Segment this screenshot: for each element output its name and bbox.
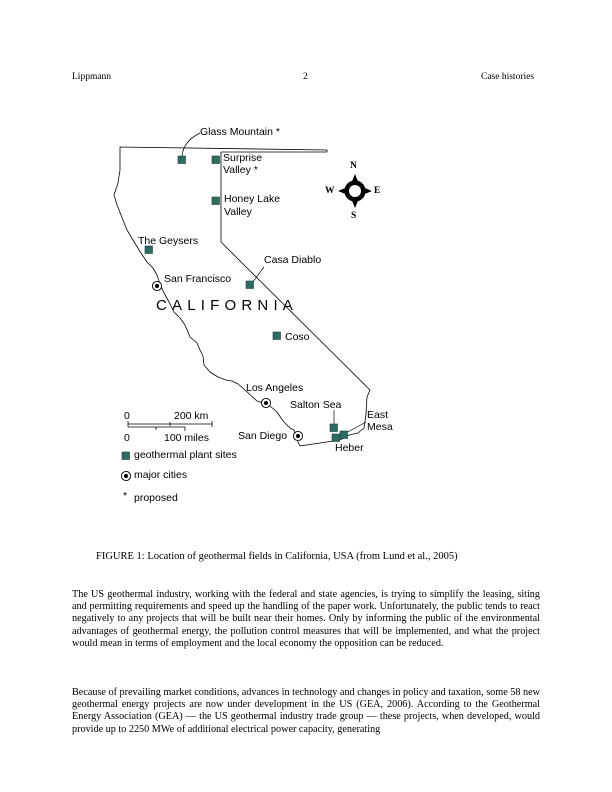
scale-km-label: 200 km xyxy=(174,410,209,422)
label-east-mesa-2: Mesa xyxy=(367,421,393,433)
plant-surprise-valley xyxy=(212,156,220,164)
scale-mi-zero: 0 xyxy=(124,432,130,444)
figure-caption: FIGURE 1: Location of geothermal fields in California, USA (from Lund et al., 2005) xyxy=(96,551,458,562)
legend-plants-label: geothermal plant sites xyxy=(134,449,237,461)
plant-honey-lake xyxy=(212,197,220,205)
scale-bar-miles xyxy=(128,427,185,431)
city-marker-san-francisco xyxy=(152,281,161,290)
leader-east-mesa xyxy=(346,422,366,433)
label-surprise-valley-2: Valley * xyxy=(223,164,258,176)
body-paragraph-2: Because of prevailing market conditions, advances in technology and changes in policy and taxation, some 58 new geothermal energy projects are now under development in the US (GEA, 2006). According to the Geothermal Energy Association (GEA) — the US geothermal industry trade group — these projects, when developed, would provide up to 2250 MWe of additional electrical power capacity, generating xyxy=(72,687,540,735)
label-los-angeles: Los Angeles xyxy=(246,382,304,394)
label-san-francisco: San Francisco xyxy=(164,273,232,285)
legend-cities-label: major cities xyxy=(134,469,188,481)
legend-city-marker xyxy=(121,471,130,480)
label-glass-mountain: Glass Mountain * xyxy=(200,126,280,138)
plant-heber xyxy=(332,434,340,442)
city-marker-los-angeles xyxy=(261,398,270,407)
plant-geysers xyxy=(145,246,153,254)
label-surprise-valley-1: Surprise xyxy=(223,152,263,164)
compass-e: E xyxy=(374,186,381,196)
body-paragraph-1: The US geothermal industry, working with the federal and state agencies, is trying to simplify the leasing, siting and permitting requirements and speed up the handling of the paper work. Unfortunately, the public tends to react negatively to any projects that will be built near their homes. Only by informing the public of the environmental advantages of geothermal energy, the pollution control measures that will be implemented, and what the project would mean in terms of employment and the local economy the opposition can be reduced. xyxy=(72,589,540,649)
label-heber: Heber xyxy=(335,442,364,454)
label-geysers: The Geysers xyxy=(138,235,199,247)
plant-east-mesa xyxy=(340,431,348,439)
header-author: Lippmann xyxy=(72,72,112,82)
plant-salton-sea xyxy=(330,424,338,432)
label-east-mesa-1: East xyxy=(367,409,389,421)
label-honey-lake-2: Valley xyxy=(224,206,252,218)
label-california: CALIFORNIA xyxy=(156,297,299,314)
compass-w: W xyxy=(325,186,335,196)
scale-mi-label: 100 miles xyxy=(164,432,209,444)
compass-rose-icon xyxy=(338,174,372,208)
label-honey-lake-1: Honey Lake xyxy=(224,193,281,205)
scale-km-zero: 0 xyxy=(124,410,130,422)
plant-coso xyxy=(273,332,281,340)
header-section: Case histories xyxy=(481,72,535,82)
city-marker-san-diego xyxy=(293,431,302,440)
label-coso: Coso xyxy=(285,331,310,343)
legend-proposed-label: proposed xyxy=(134,492,178,504)
label-san-diego: San Diego xyxy=(238,430,288,442)
label-casa-diablo: Casa Diablo xyxy=(264,254,322,266)
legend-plant-square xyxy=(122,452,130,460)
legend-proposed-marker: * xyxy=(123,490,128,502)
header-page-number: 2 xyxy=(303,72,308,82)
leader-glass-mountain xyxy=(182,133,200,156)
compass-s: S xyxy=(351,211,357,221)
compass-n: N xyxy=(350,161,357,171)
plant-casa-diablo xyxy=(246,281,254,289)
plant-glass-mountain xyxy=(178,156,186,164)
label-salton-sea: Salton Sea xyxy=(290,399,342,411)
